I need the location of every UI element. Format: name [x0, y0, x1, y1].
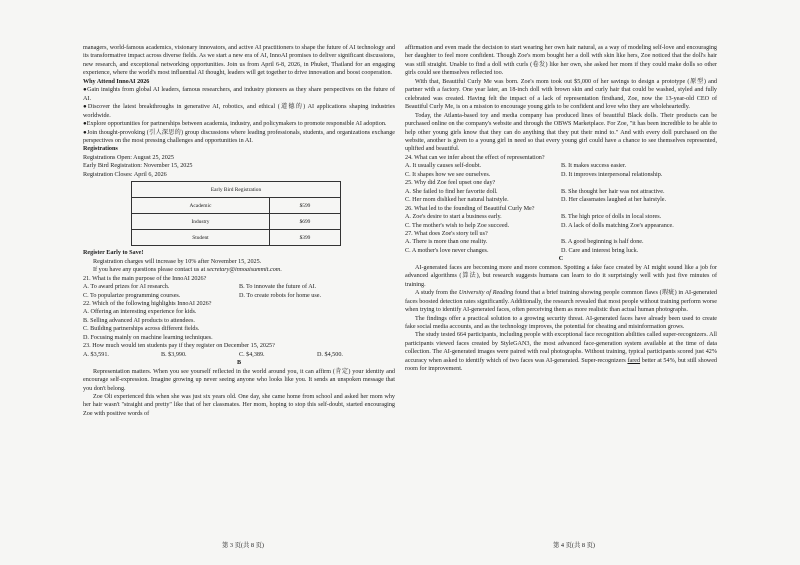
q27-option-a[interactable]: A. There is more than one reality. [405, 239, 488, 246]
university-name: University of Reading [458, 290, 514, 297]
reg-line-early: Early Bird Registration: November 15, 2025 [83, 163, 193, 170]
q26-option-d[interactable]: D. A lack of dolls matching Zoe's appearance. [561, 222, 674, 229]
q27-options-row2 [405, 247, 717, 255]
passage-b-p1: Representation matters. When you see yourself reflected in the world around you, it can affirm (肯定) your identity and encourage self-expression. Imagine growing up never seeing anyone who looks like you. It sends an unspoken message that you don't belong. [83, 368, 395, 392]
passage-c-p2-pre: A study from the [415, 290, 459, 297]
q21-option-a[interactable]: A. To award prizes for AI research. [83, 284, 170, 291]
q22-option-b[interactable]: B. Selling advanced AI products to attendees. [83, 317, 195, 324]
passage-c-p3: The findings offer a practical solution to a growing security threat. AI-generated faces have already been used to create fake social media accounts, and as the technology improves, the potential for cheating and misinformation grows. [405, 315, 717, 330]
page-footer-left: 第 3 页(共 8 页) [222, 542, 264, 549]
q24-options-row2 [405, 171, 717, 179]
q22-option-a[interactable]: A. Offering an interesting experience for kids. [83, 309, 197, 316]
question-23: 23. How much would ten students pay if they register on December 15, 2025? [83, 343, 275, 350]
passage-c-p4-post: better at 54%, but still showed room for improvement. [405, 357, 717, 373]
passage-b-p2: Zoe Oli experienced this when she was just six years old. One day, she came home from school and asked her mom why her hair wasn't "straight and pretty" like that of her classmates. Her mom, hoping to stop this self-doubt, started encouraging Zoe with positive words of [83, 393, 395, 417]
passage-c-p4-pre: The study tested 664 participants, including people with exceptional face recognition abilities called super-recognizers. All participants viewed faces created by StyleGAN3, the most advanced face-generation system available at the time of data collection. The AI-generated images were paired with real photographs. Without training, typical participants scored just 42% accuracy when asked to identify which of two faces was AI-generated. Super-recognizers [405, 332, 717, 364]
q24-option-c[interactable]: C. It shapes how we see ourselves. [405, 171, 491, 178]
table-cell-price: $399 [269, 230, 340, 246]
section-b-label: B [236, 360, 242, 367]
passage-c-p4 [405, 331, 717, 373]
table-cell-price: $699 [269, 214, 340, 230]
q23-options [83, 351, 395, 359]
table-row [132, 198, 341, 214]
bullet-4: ●Join thought-provoking (引人深思的) group discussions where leading professionals, students, and organizations exchange perspectives on the most pressing challenges and opportunities in AI. [83, 129, 395, 144]
q21-option-c[interactable]: C. To popularize programming courses. [83, 292, 181, 299]
q24-option-a[interactable]: A. It usually causes self-doubt. [405, 163, 482, 170]
q23-option-d[interactable]: D. $4,500. [317, 351, 343, 358]
passage-b-p3: affirmation and even made the decision to start wearing her own hair natural, as a way of modeling self-love and encouraging her daughter to feel more confident. Though Zoe's mom bought her a doll with skin like hers, Zoe noticed that the doll's hair was still straight. Unable to find a doll with curls (卷发) like her own, she asked her mom if they could make dolls so other girls could see themselves reflected too. [405, 45, 717, 77]
table-row [132, 214, 341, 230]
table-title: Early Bird Registration [132, 182, 341, 198]
table-cell-label: Student [132, 230, 270, 246]
q25-option-c[interactable]: C. Her mom disliked her natural hairstyle. [405, 197, 509, 204]
q21-option-d[interactable]: D. To create robots for home use. [239, 292, 321, 299]
q27-option-c[interactable]: C. A mother's love never changes. [405, 247, 489, 254]
q25-options-row1 [405, 188, 717, 196]
bullet-3: ●Explore opportunities for partnerships between academia, industry, and policymakers to promote responsible AI adoption. [83, 121, 387, 128]
q22-option-d[interactable]: D. Focusing mainly on machine learning techniques. [83, 334, 213, 341]
q21-options-row2 [83, 292, 395, 300]
q24-option-b[interactable]: B. It makes success easier. [561, 163, 627, 170]
q26-option-b[interactable]: B. The high price of dolls in local stores. [561, 214, 662, 221]
question-21: 21. What is the main purpose of the InnoAI 2026? [83, 275, 207, 282]
q27-option-d[interactable]: D. Care and interest bring luck. [561, 247, 639, 254]
register-early-heading: Register Early to Save! [83, 250, 144, 257]
contact-post: . [280, 267, 282, 274]
q24-options-row1 [405, 162, 717, 170]
q26-option-c[interactable]: C. The mother's wish to help Zoe succeed. [405, 222, 510, 229]
question-27: 27. What does Zoe's story tell us? [405, 230, 488, 237]
passage-b-p5: Today, the Atlanta-based toy and media company has produced lines of beautiful Black dolls. Their products can be purchased online on the company's website and through the OBWS Marketplace. For Zoe, "it has been incredible to be able to help other young girls know that they can do anything that they put their mind to." And with every doll purchased on the website, another is given to a young girl in need so that every young girl could have a chance to see themselves represented, uplifted and beautiful. [405, 112, 717, 153]
q26-options-row1 [405, 213, 717, 221]
table-cell-label: Industry [132, 214, 270, 230]
q25-option-a[interactable]: A. She failed to find her favorite doll. [405, 188, 498, 195]
q25-option-b[interactable]: B. She thought her hair was not attractive. [561, 188, 665, 195]
why-attend-heading: Why Attend InnoAI 2026 [83, 78, 150, 85]
registrations-heading: Registrations [83, 146, 118, 153]
q26-options-row2 [405, 222, 717, 230]
q22-option-c[interactable]: C. Building partnerships across different fields. [83, 326, 200, 333]
q25-options-row2 [405, 196, 717, 204]
q21-options-row1 [83, 283, 395, 291]
table-cell-label: Academic [132, 198, 270, 214]
passage-b-p4: With that, Beautiful Curly Me was born. Zoe's mom took out $5,000 of her savings to design a prototype (原型) and partner with a factory. One year later, an 18-inch doll with brown skin and curly hair that could be washed, styled and fully celebrated was created. Having felt the impact of a lack of representation firsthand, Zoe, now the 13-year-old CEO of Beautiful Curly Me, is on a mission to encourage young girls to be confident and love who they are wholeheartedly. [405, 78, 717, 111]
q27-option-b[interactable]: B. A good beginning is half done. [561, 239, 644, 246]
early-bird-table [131, 181, 341, 246]
contact-note [83, 266, 395, 274]
q27-options-row1 [405, 238, 717, 246]
intro-paragraph: managers, world-famous academics, visionary innovators, and active AI practitioners to shape the future of AI technology and its transformative impact across diverse fields. As we start a new era of AI, InnoAI promises to deliver significant discussions, new research, and exceptional networking opportunities. Join us from April 6-8, 2026, in Phuket, Thailand for an engaging experience, where the world's most influential AI thought, leaders will get together to drive innovation and boost cooperation. [83, 45, 395, 77]
passage-c-p2-post: found that a brief training showing people common flaws (瑕疵) in AI-generated faces boosted detection rates significantly. Additionally, the research revealed that most people without training perform worse when trying to identify AI-generated faces, often perceiving them as more realistic than actual human photographs. [405, 290, 717, 314]
table-cell-price: $599 [269, 198, 340, 214]
contact-pre: If you have any questions please contact us at [93, 267, 207, 274]
charges-note: Registration charges will increase by 10% after November 15, 2025. [93, 258, 262, 265]
reg-line-open: Registrations Open: August 25, 2025 [83, 154, 174, 161]
section-c-label: C [558, 256, 564, 263]
q24-option-d[interactable]: D. It improves interpersonal relationship. [561, 171, 663, 178]
contact-email-link[interactable]: secretary@innoaisummit.com [206, 267, 281, 274]
bullet-1: ●Gain insights from global AI leaders, famous researchers, and industry pioneers as they share perspectives on the future of AI. [83, 87, 395, 102]
bullet-2: ●Discover the latest breakthroughs in generative AI, robotics, and ethical (道德的) AI applications shaping industries worldwide. [83, 104, 395, 119]
q25-option-d[interactable]: D. Her classmates laughed at her hairstyle. [561, 197, 667, 204]
underlined-word: fared [627, 357, 641, 364]
q23-option-b[interactable]: B. $3,990. [161, 351, 187, 358]
q23-option-c[interactable]: C. $4,389. [239, 351, 265, 358]
table-row [132, 230, 341, 246]
question-22: 22. Which of the following highlights InnoAI 2026? [83, 300, 212, 307]
passage-c-p2 [405, 289, 717, 314]
question-24: 24. What can we infer about the effect of representation? [405, 154, 545, 161]
left-column [83, 44, 395, 418]
q23-option-a[interactable]: A. $3,591. [83, 351, 109, 358]
q21-option-b[interactable]: B. To innovate the future of AI. [239, 284, 317, 291]
question-25: 25. Why did Zoe feel upset one day? [405, 180, 496, 187]
page-footer-right: 第 4 页(共 8 页) [553, 542, 595, 549]
reg-line-close: Registration Closes: April 6, 2026 [83, 171, 167, 178]
question-26: 26. What led to the founding of Beautiful Curly Me? [405, 205, 535, 212]
q26-option-a[interactable]: A. Zoe's desire to start a business early. [405, 214, 502, 221]
passage-c-p1: AI-generated faces are becoming more and more common. Spotting a fake face created by AI might sound like a job for advanced algorithms (算法), but research suggests humans can learn to do it surprisingly well with just five minutes of training. [405, 264, 717, 288]
right-column [405, 44, 717, 374]
